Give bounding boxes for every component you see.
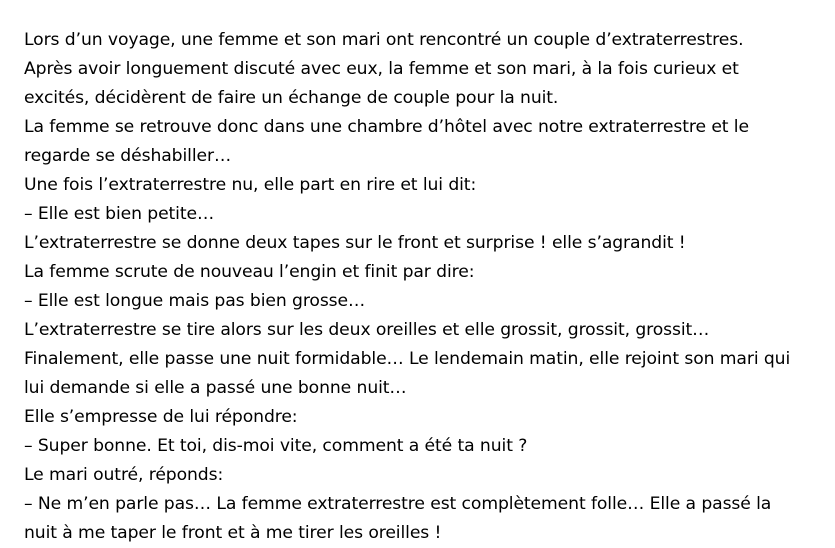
story-paragraph: Finalement, elle passe une nuit formidable… Le lendemain matin, elle rejoint son mari qui lui demande si elle a passé une bonne nuit…	[24, 349, 791, 398]
story-paragraph: L’extraterrestre se tire alors sur les deux oreilles et elle grossit, grossit, grossit…	[24, 320, 710, 340]
story-paragraph: – Super bonne. Et toi, dis-moi vite, comment a été ta nuit ?	[24, 436, 528, 456]
story-paragraph: – Elle est bien petite…	[24, 204, 215, 224]
story-paragraph: Lors d’un voyage, une femme et son mari ont rencontré un couple d’extraterrestres.	[24, 30, 744, 50]
story-paragraph: La femme se retrouve donc dans une chambre d’hôtel avec notre extraterrestre et le regarde se déshabiller…	[24, 117, 749, 166]
story-text-block	[24, 26, 805, 548]
story-paragraph: Après avoir longuement discuté avec eux, la femme et son mari, à la fois curieux et excités, décidèrent de faire un échange de couple pour la nuit.	[24, 59, 739, 108]
story-paragraph: L’extraterrestre se donne deux tapes sur le front et surprise ! elle s’agrandit !	[24, 233, 686, 253]
story-paragraph: La femme scrute de nouveau l’engin et finit par dire:	[24, 262, 475, 282]
story-paragraph: – Elle est longue mais pas bien grosse…	[24, 291, 366, 311]
story-paragraph: Elle s’empresse de lui répondre:	[24, 407, 298, 427]
story-paragraph: Le mari outré, réponds:	[24, 465, 224, 485]
story-paragraph: – Ne m’en parle pas… La femme extraterrestre est complètement folle… Elle a passé la nuit à me taper le front et à me tirer les oreilles !	[24, 494, 772, 543]
story-paragraph: Une fois l’extraterrestre nu, elle part en rire et lui dit:	[24, 175, 477, 195]
